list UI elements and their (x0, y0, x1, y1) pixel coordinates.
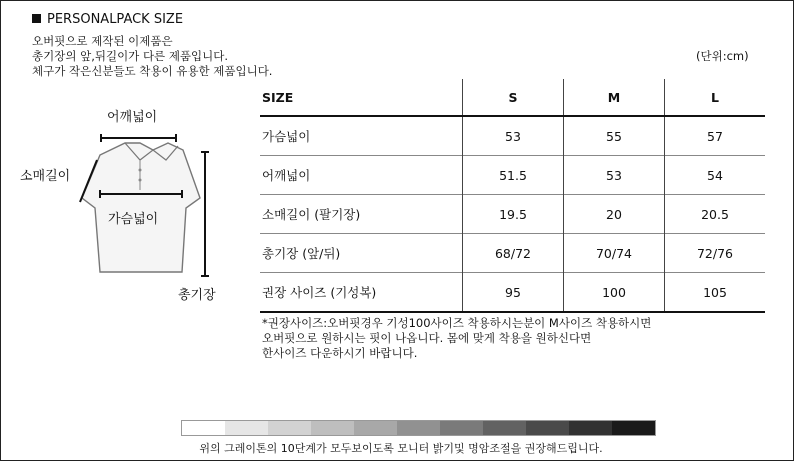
table-cell: 19.5 (463, 195, 564, 234)
grayscale-swatch (526, 421, 569, 435)
table-cell: 20 (564, 195, 665, 234)
header-cell: M (564, 79, 665, 116)
table-row (260, 156, 765, 195)
row-label: 권장 사이즈 (기성복) (260, 273, 463, 313)
grayscale-swatch (397, 421, 440, 435)
grayscale-swatch (225, 421, 268, 435)
row-label: 소매길이 (팔기장) (260, 195, 463, 234)
table-row (260, 234, 765, 273)
chest-label: 가슴넓이 (108, 212, 159, 227)
grayscale-swatch (483, 421, 526, 435)
unit-label: (단위:cm) (696, 49, 749, 63)
size-table (260, 79, 765, 313)
grayscale-swatch (569, 421, 612, 435)
table-cell: 95 (463, 273, 564, 313)
grayscale-caption: 위의 그레이톤의 10단계가 모두보이도록 모니터 밝기및 명암조절을 권장해드립니다. (199, 442, 603, 455)
grayscale-swatch (612, 421, 655, 435)
table-cell: 51.5 (463, 156, 564, 195)
shoulder-label: 어깨넓이 (107, 110, 158, 125)
page-title: PERSONALPACK SIZE (32, 12, 183, 27)
grayscale-swatch (311, 421, 354, 435)
sleeve-label: 소매길이 (20, 169, 71, 184)
table-row (260, 273, 765, 313)
table-cell: 20.5 (665, 195, 766, 234)
row-label: 어깨넓이 (260, 156, 463, 195)
length-label: 총기장 (178, 288, 216, 303)
row-label: 가슴넓이 (260, 116, 463, 156)
table-row (260, 116, 765, 156)
grayscale-swatch (440, 421, 483, 435)
row-label: 총기장 (앞/뒤) (260, 234, 463, 273)
header-cell: S (463, 79, 564, 116)
table-cell: 72/76 (665, 234, 766, 273)
footnote-line: 한사이즈 다운하시기 바랍니다. (262, 346, 418, 360)
grayscale-swatch (354, 421, 397, 435)
note-line: 오버핏으로 제작된 이제품은 (32, 34, 173, 48)
header-cell: SIZE (260, 79, 463, 116)
grayscale-swatch (268, 421, 311, 435)
header-cell: L (665, 79, 766, 116)
table-cell: 105 (665, 273, 766, 313)
table-cell: 55 (564, 116, 665, 156)
table-row (260, 195, 765, 234)
table-cell: 53 (564, 156, 665, 195)
footnote-line: 오버핏으로 원하시는 핏이 나옵니다. 몸에 맞게 착용을 원하신다면 (262, 331, 592, 345)
product-notes (32, 34, 272, 79)
note-line: 체구가 작은신분들도 착용이 유용한 제품입니다. (32, 64, 273, 78)
grayscale-bar (181, 420, 656, 436)
table-cell: 70/74 (564, 234, 665, 273)
square-bullet-icon (32, 14, 41, 23)
table-cell: 68/72 (463, 234, 564, 273)
grayscale-swatch (182, 421, 225, 435)
footnote (262, 316, 651, 361)
table-cell: 57 (665, 116, 766, 156)
table-header-row (260, 79, 765, 116)
table-cell: 100 (564, 273, 665, 313)
note-line: 총기장의 앞,뒤길이가 다른 제품입니다. (32, 49, 229, 63)
footnote-line: *권장사이즈:오버핏경우 기성100사이즈 착용하시는분이 M사이즈 착용하시면 (262, 316, 652, 330)
table-cell: 53 (463, 116, 564, 156)
table-cell: 54 (665, 156, 766, 195)
